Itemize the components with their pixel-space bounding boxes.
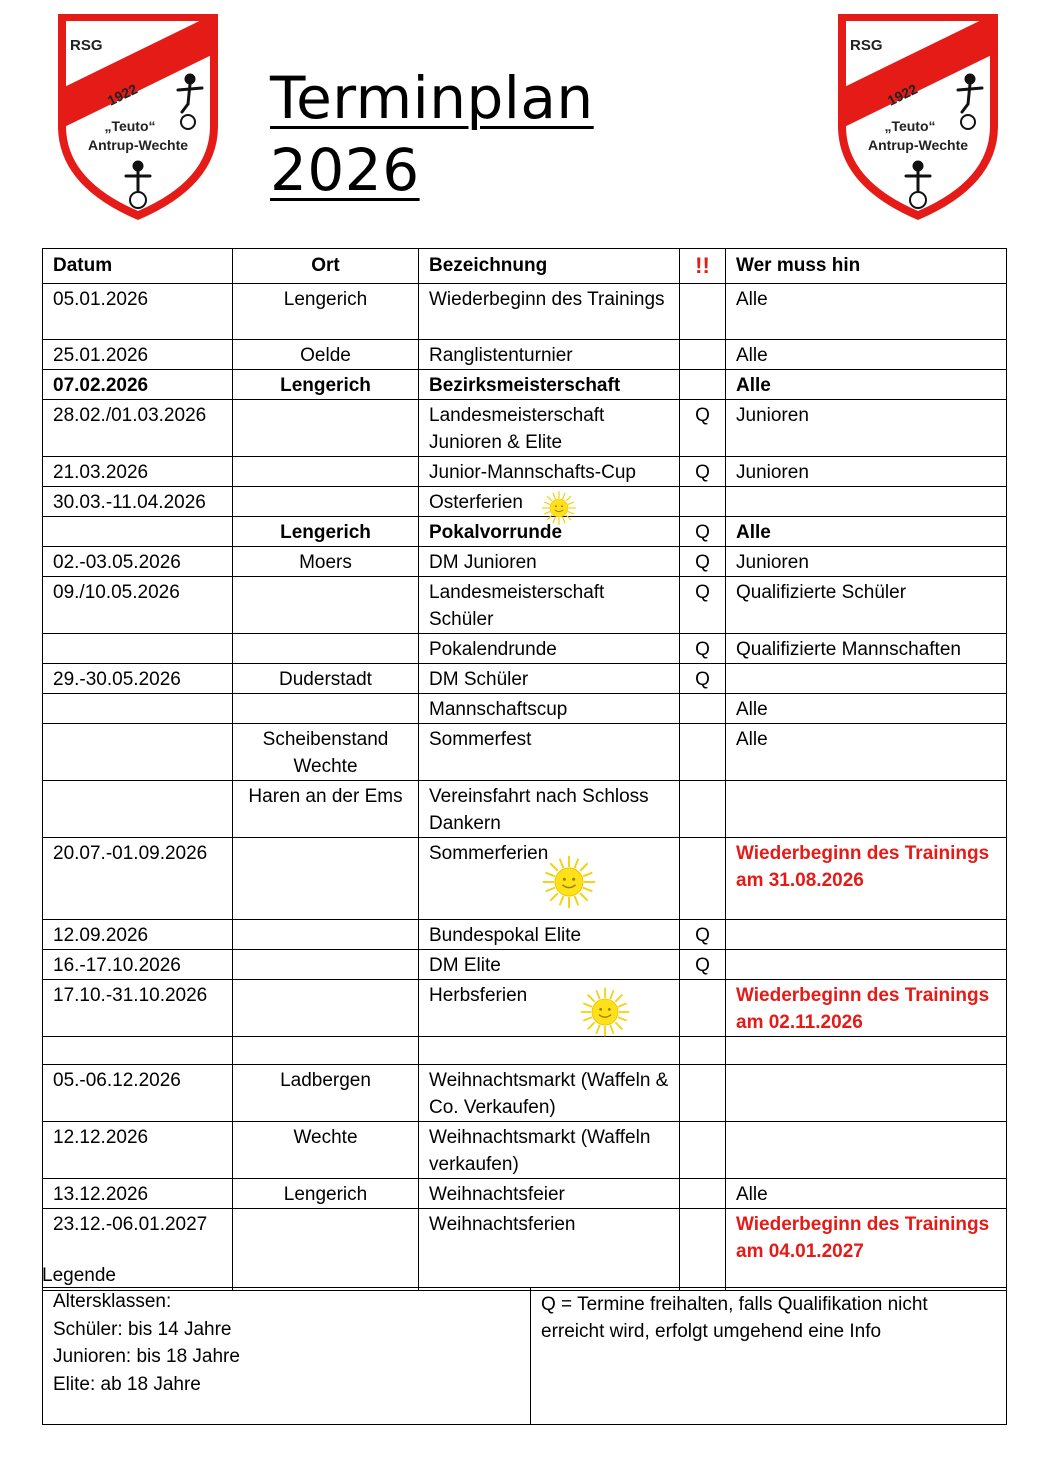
table-row [43,284,1007,340]
cell-wer-muss-hin [726,284,1007,340]
cell-bezeichnung-text: Bundespokal Elite [429,925,582,946]
sun-icon [541,854,597,910]
cell-datum [43,1179,233,1209]
cell-wer-muss-hin [726,838,1007,920]
cell-bezeichnung-text: Weihnachtsmarkt (Waffeln verkaufen) [429,1127,651,1175]
table-row [43,400,1007,457]
legend-age-item: Schüler: bis 14 Jahre [53,1318,232,1340]
cell-ort [233,980,419,1037]
cell-qualification-text: Q [695,405,710,426]
sun-icon [579,986,631,1038]
cell-bezeichnung [419,1179,680,1209]
cell-wer-muss-hin [726,517,1007,547]
cell-bezeichnung-text: Junior-Mannschafts-Cup [429,462,636,483]
table-row [43,838,1007,920]
legend-age-item: Elite: ab 18 Jahre [53,1373,201,1395]
table-row [43,724,1007,781]
cell-ort-text: Wechte [293,1127,358,1148]
cell-datum-text: 23.12.-06.01.2027 [53,1214,208,1235]
cell-bezeichnung-text: Wiederbeginn des Trainings [429,289,665,310]
page-title: Terminplan 2026 [270,64,594,204]
cell-qualification [680,577,726,634]
cell-wer-muss-hin [726,457,1007,487]
cell-wer-muss-hin [726,487,1007,517]
cell-wer-muss-hin [726,340,1007,370]
cell-qualification-text: Q [695,639,710,660]
cell-wer-muss-hin [726,1179,1007,1209]
cell-wer-muss-hin [726,1122,1007,1179]
legend-table [42,1287,1007,1425]
cell-datum-text: 17.10.-31.10.2026 [53,985,208,1006]
cell-datum [43,284,233,340]
cell-datum [43,1065,233,1122]
cell-datum-text: 25.01.2026 [53,345,149,366]
cell-bezeichnung [419,838,680,920]
cell-ort-text: Haren an der Ems [248,786,403,807]
exclamation-marker: !! [695,253,710,278]
cell-bezeichnung [419,1037,680,1065]
cell-bezeichnung [419,400,680,457]
cell-ort-text: Ladbergen [280,1070,371,1091]
cell-qualification [680,1209,726,1291]
cell-wer-muss-hin [726,1065,1007,1122]
cell-ort-text: Lengerich [283,1184,368,1205]
cell-bezeichnung-text: Sommerfest [429,729,532,750]
cell-wer-muss-hin-text: Wiederbeginn des Trainings am 04.01.2027 [736,1214,990,1262]
cell-ort [233,634,419,664]
cell-datum [43,457,233,487]
cell-qualification-text: Q [695,955,710,976]
cell-bezeichnung [419,950,680,980]
cell-ort [233,1179,419,1209]
cell-datum [43,400,233,457]
cell-wer-muss-hin [726,664,1007,694]
cell-datum [43,370,233,400]
cell-datum-text: 05.-06.12.2026 [53,1070,181,1091]
table-row [43,487,1007,517]
cell-bezeichnung [419,1209,680,1291]
cell-datum-text: 16.-17.10.2026 [53,955,181,976]
cell-ort-text: Duderstadt [279,669,372,690]
table-row [43,1209,1007,1291]
cell-ort [233,1122,419,1179]
cell-qualification [680,838,726,920]
logo-club-text: RSG [70,37,103,54]
cell-bezeichnung [419,547,680,577]
cell-datum-text: 13.12.2026 [53,1184,149,1205]
cell-wer-muss-hin [726,694,1007,724]
cell-datum [43,838,233,920]
cell-ort [233,457,419,487]
logo-name-text: „Teuto“ [884,118,936,134]
cell-bezeichnung [419,634,680,664]
cell-ort [233,724,419,781]
cell-bezeichnung [419,920,680,950]
cell-bezeichnung-text: Weihnachtsferien [429,1214,576,1235]
logo-place-text: Antrup-Wechte [867,137,969,153]
cell-wer-muss-hin [726,1037,1007,1065]
cell-qualification [680,634,726,664]
cell-datum [43,980,233,1037]
cell-bezeichnung [419,1122,680,1179]
cell-wer-muss-hin [726,781,1007,838]
cell-qualification [680,781,726,838]
cell-datum [43,487,233,517]
cell-datum [43,547,233,577]
cell-qualification [680,1122,726,1179]
legend-age-item: Junioren: bis 18 Jahre [53,1346,240,1367]
cell-bezeichnung-text: Landesmeisterschaft Junioren & Elite [429,405,605,453]
cell-qualification-text: Q [695,669,710,690]
cell-ort [233,370,419,400]
cell-ort [233,781,419,838]
logo-year-text: 1922 [104,80,140,109]
cell-datum-text: 02.-03.05.2026 [53,552,181,573]
cell-bezeichnung [419,284,680,340]
cell-qualification [680,1179,726,1209]
cell-datum-text: 07.02.2026 [53,375,149,396]
cell-wer-muss-hin-text: Junioren [736,462,809,483]
cell-wer-muss-hin-text: Wiederbeginn des Trainings am 02.11.2026 [736,985,990,1033]
cell-bezeichnung [419,980,680,1037]
cell-wer-muss-hin-text: Alle [736,522,771,543]
cell-ort-text: Lengerich [280,375,371,396]
cell-ort [233,838,419,920]
cell-datum-text: 12.12.2026 [53,1127,149,1148]
cell-bezeichnung [419,781,680,838]
legend-ages-title: Altersklassen: [53,1291,172,1312]
cell-ort [233,340,419,370]
cell-bezeichnung-text: Herbsferien [429,985,528,1006]
logo-place-text: Antrup-Wechte [87,137,189,153]
cell-wer-muss-hin-text: Junioren [736,552,809,573]
header-bezeichnung: Bezeichnung [419,249,680,284]
cell-bezeichnung-text: Pokalendrunde [429,639,557,660]
table-row [43,1122,1007,1179]
cell-datum-text: 05.01.2026 [53,289,149,310]
cell-qualification [680,1065,726,1122]
cell-qualification [680,400,726,457]
cell-qualification [680,980,726,1037]
cell-datum-text: 29.-30.05.2026 [53,669,181,690]
cell-qualification [680,664,726,694]
table-row [43,1179,1007,1209]
cell-ort-text: Lengerich [280,522,371,543]
cell-qualification [680,517,726,547]
header-wer-muss-hin: Wer muss hin [726,249,1007,284]
table-row [43,370,1007,400]
cell-wer-muss-hin [726,547,1007,577]
cell-wer-muss-hin-text: Qualifizierte Mannschaften [736,639,961,660]
cell-datum-text: 21.03.2026 [53,462,149,483]
club-logo-right [830,8,1006,224]
header-ort: Ort [233,249,419,284]
cell-ort-text: Oelde [300,345,351,366]
legend-age-classes [43,1288,531,1425]
cell-ort [233,487,419,517]
cell-ort [233,517,419,547]
cell-datum [43,664,233,694]
cell-bezeichnung-text: Weihnachtsfeier [429,1184,565,1205]
cell-datum [43,1037,233,1065]
cell-qualification [680,950,726,980]
cell-wer-muss-hin [726,950,1007,980]
cell-datum [43,724,233,781]
table-row [43,340,1007,370]
table-row [43,694,1007,724]
cell-qualification [680,724,726,781]
cell-ort [233,664,419,694]
cell-wer-muss-hin [726,634,1007,664]
cell-ort [233,694,419,724]
cell-bezeichnung [419,577,680,634]
cell-qualification [680,920,726,950]
cell-wer-muss-hin [726,577,1007,634]
cell-wer-muss-hin [726,1209,1007,1291]
cell-datum [43,920,233,950]
cell-ort [233,400,419,457]
logo-year-text: 1922 [884,80,920,109]
cell-wer-muss-hin-text: Alle [736,375,771,396]
cell-bezeichnung [419,457,680,487]
cell-wer-muss-hin-text: Alle [736,699,768,720]
cell-datum [43,577,233,634]
cell-datum-text: 28.02./01.03.2026 [53,405,207,426]
cell-ort [233,950,419,980]
table-row [43,577,1007,634]
cell-bezeichnung [419,1065,680,1122]
cell-ort-text: Scheibenstand Wechte [262,729,389,777]
cell-ort-text: Lengerich [283,289,368,310]
cell-bezeichnung-text: DM Schüler [429,669,529,690]
club-logo-left [50,8,226,224]
cell-ort [233,1037,419,1065]
table-row [43,1065,1007,1122]
cell-ort-text: Moers [299,552,352,573]
cell-bezeichnung-text: Osterferien [429,492,523,513]
cell-qualification-text: Q [695,552,710,573]
cell-datum [43,340,233,370]
cell-ort [233,547,419,577]
cell-wer-muss-hin [726,724,1007,781]
cell-bezeichnung-text: Pokalvorrunde [429,522,563,543]
cell-qualification [680,694,726,724]
cell-ort [233,1209,419,1291]
cell-qualification-text: Q [695,522,710,543]
cell-bezeichnung [419,340,680,370]
cell-wer-muss-hin-text: Junioren [736,405,809,426]
cell-qualification [680,487,726,517]
cell-bezeichnung-text: Weihnachtsmarkt (Waffeln & Co. Verkaufen) [429,1070,669,1118]
cell-qualification [680,1037,726,1065]
table-row [43,781,1007,838]
table-row [43,517,1007,547]
cell-bezeichnung-text: Landesmeisterschaft Schüler [429,582,605,630]
cell-wer-muss-hin-text: Qualifizierte Schüler [736,582,907,603]
cell-wer-muss-hin [726,920,1007,950]
table-row [43,920,1007,950]
cell-wer-muss-hin [726,370,1007,400]
legend-label: Legende [42,1265,116,1286]
cell-datum [43,517,233,547]
schedule-table [42,248,1007,1291]
cell-ort [233,284,419,340]
table-row [43,1037,1007,1065]
cell-wer-muss-hin-text: Alle [736,1184,768,1205]
cell-qualification-text: Q [695,462,710,483]
cell-bezeichnung-text: Mannschaftscup [429,699,568,720]
cell-datum-text: 20.07.-01.09.2026 [53,843,208,864]
cell-datum [43,694,233,724]
table-row [43,950,1007,980]
cell-qualification [680,457,726,487]
cell-wer-muss-hin-text: Alle [736,345,768,366]
cell-qualification [680,340,726,370]
cell-wer-muss-hin-text: Alle [736,729,768,750]
cell-qualification [680,284,726,340]
logo-name-text: „Teuto“ [104,118,156,134]
cell-bezeichnung-text: Sommerferien [429,843,549,864]
cell-datum-text: 09./10.05.2026 [53,582,180,603]
cell-wer-muss-hin-text: Wiederbeginn des Trainings am 31.08.2026 [736,843,990,891]
table-row [43,634,1007,664]
table-row [43,980,1007,1037]
cell-qualification [680,370,726,400]
cell-ort [233,1065,419,1122]
cell-bezeichnung-text: DM Junioren [429,552,537,573]
cell-bezeichnung-text: Vereinsfahrt nach Schloss Dankern [429,786,649,834]
cell-datum-text: 30.03.-11.04.2026 [53,492,206,513]
cell-qualification [680,547,726,577]
legend-q-note: Q = Termine freihalten, falls Qualifikation nicht erreicht wird, erfolgt umgehend eine Info [531,1288,1007,1425]
table-row [43,664,1007,694]
cell-ort [233,577,419,634]
cell-bezeichnung [419,664,680,694]
cell-datum [43,950,233,980]
cell-bezeichnung-text: DM Elite [429,955,501,976]
cell-bezeichnung [419,724,680,781]
cell-bezeichnung [419,487,680,517]
cell-qualification-text: Q [695,582,710,603]
header-datum: Datum [43,249,233,284]
cell-wer-muss-hin [726,400,1007,457]
cell-datum [43,1122,233,1179]
cell-wer-muss-hin [726,980,1007,1037]
table-row [43,547,1007,577]
cell-bezeichnung [419,694,680,724]
cell-bezeichnung-text: Bezirksmeisterschaft [429,375,621,396]
cell-datum [43,634,233,664]
logo-club-text: RSG [850,37,883,54]
cell-datum-text: 12.09.2026 [53,925,149,946]
cell-datum [43,781,233,838]
table-row [43,457,1007,487]
cell-wer-muss-hin-text: Alle [736,289,768,310]
cell-bezeichnung-text: Ranglistenturnier [429,345,573,366]
table-header-row [43,249,1007,284]
cell-bezeichnung [419,370,680,400]
cell-qualification-text: Q [695,925,710,946]
cell-ort [233,920,419,950]
cell-bezeichnung [419,517,680,547]
